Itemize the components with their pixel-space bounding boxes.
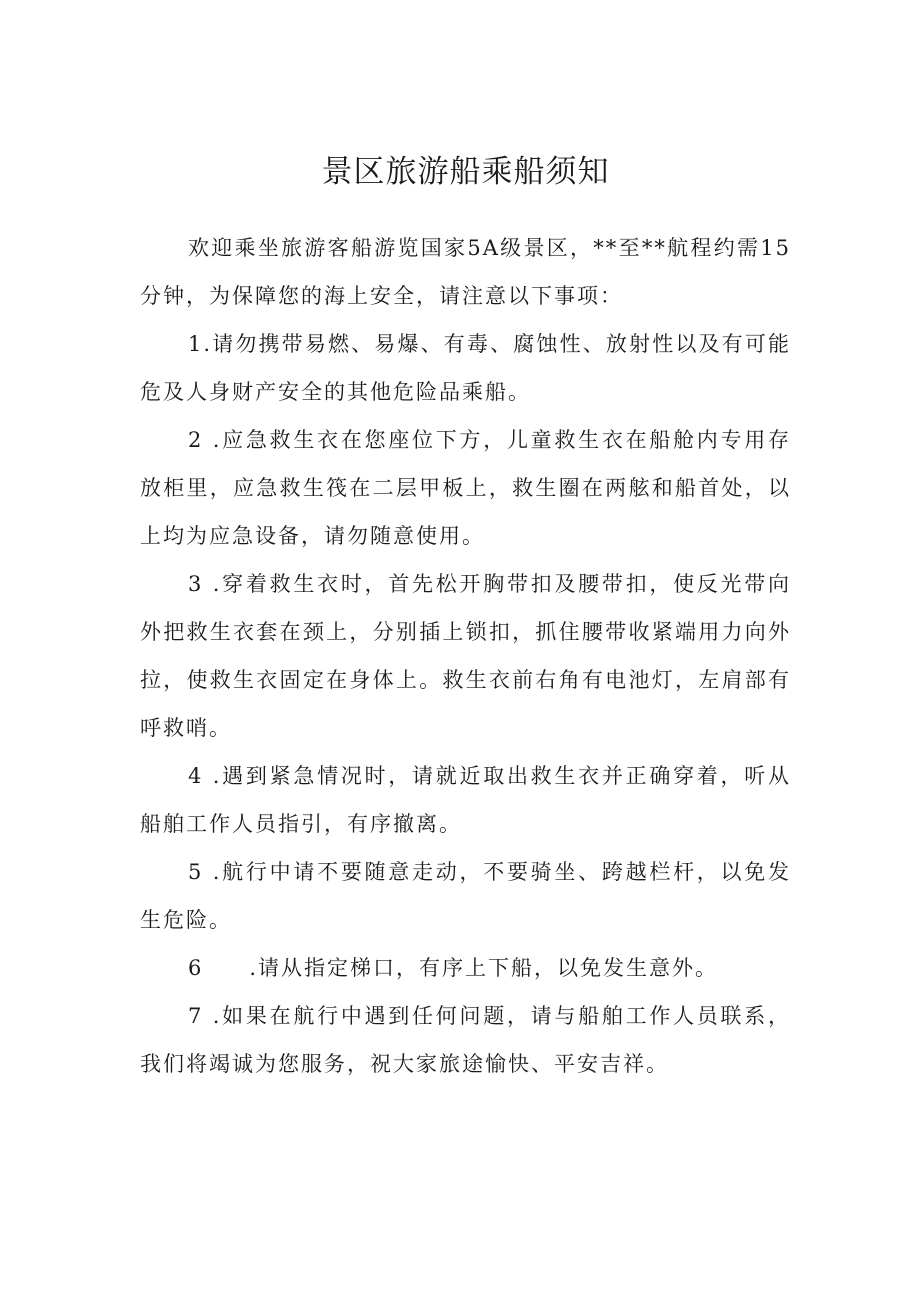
rule-item-5: 5 .航行中请不要随意走动，不要骑坐、跨越栏杆，以免发生危险。 — [140, 860, 791, 932]
rule-item-1: 1.请勿携带易燃、易爆、有毒、腐蚀性、放射性以及有可能危及人身财产安全的其他危险品乘船。 — [140, 332, 791, 404]
intro-paragraph: 欢迎乘坐旅游客船游览国家5A级景区，**至**航程约需15分钟，为保障您的海上安全，请注意以下事项： — [140, 236, 791, 308]
document-title: 景区旅游船乘船须知 — [321, 154, 610, 190]
rule-item-2: 2 .应急救生衣在您座位下方，儿童救生衣在船舱内专用存放柜里，应急救生筏在二层甲板上，救生圈在两舷和船首处，以上均为应急设备，请勿随意使用。 — [140, 428, 791, 548]
rule-item-6: 6 .请从指定梯口，有序上下船，以免发生意外。 — [188, 956, 719, 980]
document-body — [140, 224, 791, 1088]
rule-item-4: 4 .遇到紧急情况时，请就近取出救生衣并正确穿着，听从船舶工作人员指引，有序撤离。 — [140, 764, 791, 836]
rule-item-3: 3 .穿着救生衣时，首先松开胸带扣及腰带扣，使反光带向外把救生衣套在颈上，分别插上锁扣，抓住腰带收紧端用力向外拉，使救生衣固定在身体上。救生衣前右角有电池灯，左肩部有呼救哨。 — [140, 572, 791, 740]
rule-item-7: 7 .如果在航行中遇到任何问题，请与船舶工作人员联系，我们将竭诚为您服务，祝大家旅途愉快、平安吉祥。 — [140, 1004, 791, 1076]
